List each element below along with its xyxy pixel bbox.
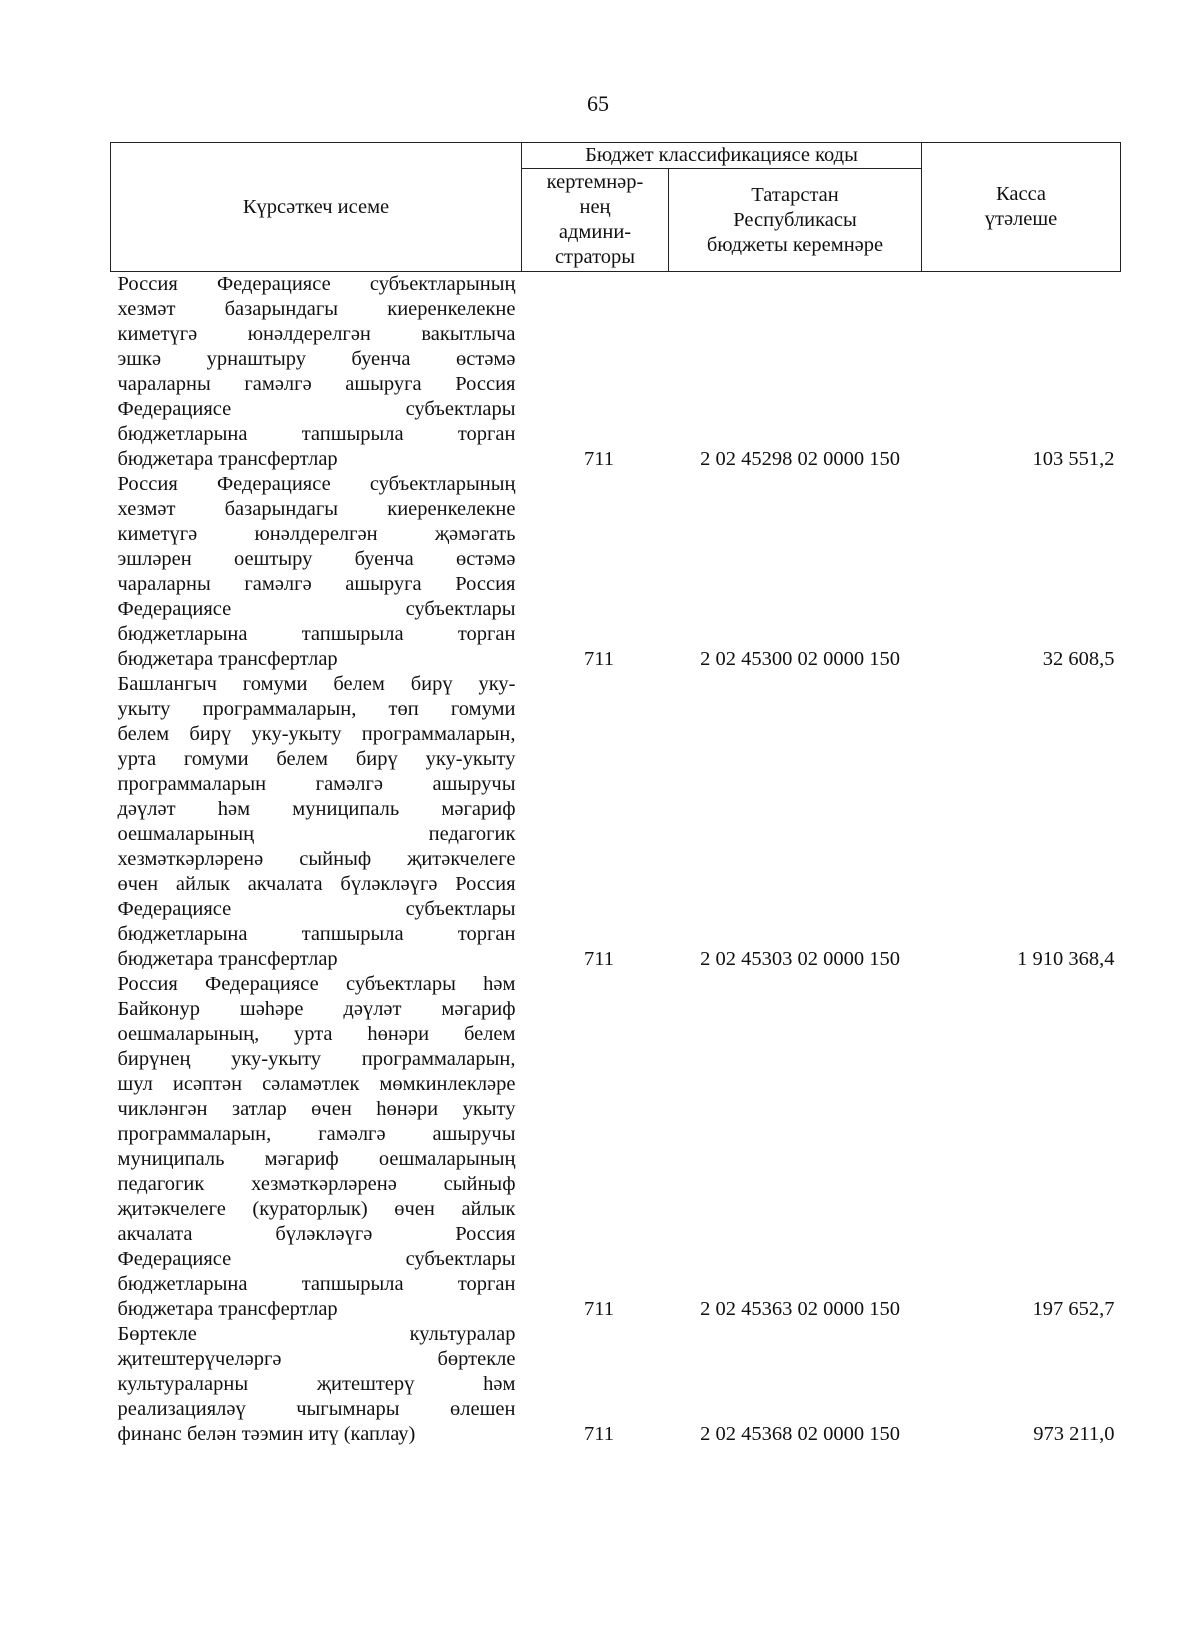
cash-execution-cell: 1 910 368,4 [1017,948,1115,970]
indicator-name-line: бюджетларына тапшырыла торган [117,923,516,945]
header-budget-code-group: Бюджет классификациясе коды [522,143,922,169]
indicator-name-line: Федерациясе субъектлары [117,1248,516,1270]
indicator-name-cell [111,472,522,672]
administrator-code-cell: 711 [584,648,614,670]
indicator-name-line: оешмаларының, урта һөнәри белем [117,1023,516,1045]
table-body [111,272,1121,1448]
indicator-name-cell [111,272,522,473]
indicator-name-line: культураларны җитештерү һәм [117,1373,516,1395]
indicator-name-line: киметүгә юнәлдерелгән җәмәгать [117,523,516,545]
administrator-code-cell: 711 [584,448,614,470]
cash-execution-cell: 197 652,7 [1032,1298,1115,1320]
indicator-name-line: бюджетара трансфертлар [117,448,338,470]
indicator-name-cell [111,672,522,972]
indicator-name-line: Башлангыч гомуми белем бирү уку- [117,673,516,695]
indicator-name-line: оешмаларының педагогик [117,823,516,845]
table-row [111,272,1121,473]
indicator-name-line: өчен айлык акчалата бүләкләүгә Россия [117,873,516,895]
indicator-name-line: җитәкчелеге (кураторлык) өчен айлык [117,1198,516,1220]
indicator-name-line: хезмәт базарындагы киеренкелекне [117,498,516,520]
indicator-name-line: киметүгә юнәлдерелгән вакытлыча [117,323,516,345]
indicator-name-cell [111,1322,522,1447]
indicator-name-line: Федерациясе субъектлары [117,398,516,420]
cash-execution-cell: 103 551,2 [1032,448,1115,470]
indicator-name-cell [111,972,522,1322]
indicator-name-line: реализацияләү чыгымнары өлешен [117,1398,516,1420]
table-row [111,472,1121,672]
indicator-name-line: урта гомуми белем бирү уку-укыту [117,748,516,770]
indicator-name-line: бюджетларына тапшырыла торган [117,623,516,645]
indicator-name-line: эшләрен оештыру буенча өстәмә [117,548,516,570]
indicator-name-line: укыту программаларын, төп гомуми [117,698,516,720]
indicator-name-line: дәүләт һәм муниципаль мәгариф [117,798,516,820]
revenue-code-cell: 2 02 45363 02 0000 150 [700,1298,900,1320]
indicator-name-line: финанс белән тәэмин итү (каплау) [117,1423,416,1445]
indicator-name-line: бюджетларына тапшырыла торган [117,423,516,445]
indicator-name-line: шул исәптән сәламәтлек мөмкинлекләре [117,1073,516,1095]
indicator-name-line: Россия Федерациясе субъектлары һәм [117,973,516,995]
revenue-code-cell: 2 02 45368 02 0000 150 [700,1423,900,1445]
table-row [111,672,1121,972]
revenue-code-cell: 2 02 45300 02 0000 150 [700,648,900,670]
table-row [111,1322,1121,1447]
revenue-code-cell: 2 02 45298 02 0000 150 [700,448,900,470]
budget-classification-table [110,142,1121,1447]
header-revenue-administrators: кертемнәр- нең админи- страторы [522,169,669,272]
indicator-name-line: бюджетара трансфертлар [117,948,338,970]
cash-execution-cell: 973 211,0 [1033,1423,1115,1445]
header-cash-execution: Касса үтәлеше [922,143,1121,272]
indicator-name-line: чараларны гамәлгә ашыруга Россия [117,373,516,395]
indicator-name-line: бюджетара трансфертлар [117,1298,338,1320]
indicator-name-line: программаларын гамәлгә ашыручы [117,773,516,795]
table-row [111,972,1121,1322]
administrator-code-cell: 711 [584,948,614,970]
indicator-name-line: программаларын, гамәлгә ашыручы [117,1123,516,1145]
administrator-code-cell: 711 [584,1298,614,1320]
revenue-code-cell: 2 02 45303 02 0000 150 [700,948,900,970]
indicator-name-line: Бөртекле культуралар [117,1323,516,1345]
indicator-name-line: чикләнгән затлар өчен һөнәри укыту [117,1098,516,1120]
indicator-name-line: Федерациясе субъектлары [117,598,516,620]
indicator-name-line: эшкә урнаштыру буенча өстәмә [117,348,516,370]
indicator-name-line: белем бирү уку-укыту программаларын, [117,723,516,745]
indicator-name-line: хезмәт базарындагы киеренкелекне [117,298,516,320]
indicator-name-line: акчалата бүләкләүгә Россия [117,1223,516,1245]
indicator-name-line: хезмәткәрләренә сыйныф җитәкчелеге [117,848,516,870]
indicator-name-line: бюджетларына тапшырыла торган [117,1273,516,1295]
header-tatarstan-budget-revenues: Татарстан Республикасы бюджеты керемнәре [669,169,922,272]
page-number: 65 [587,91,609,116]
indicator-name-line: Федерациясе субъектлары [117,898,516,920]
indicator-name-line: Байконур шәһәре дәүләт мәгариф [117,998,516,1020]
indicator-name-line: Россия Федерациясе субъектларының [117,273,516,295]
cash-execution-cell: 32 608,5 [1042,648,1115,670]
indicator-name-line: җитештерүчеләргә бөртекле [117,1348,516,1370]
indicator-name-line: бирүнең уку-укыту программаларын, [117,1048,516,1070]
indicator-name-line: муниципаль мәгариф оешмаларының [117,1148,516,1170]
indicator-name-line: чараларны гамәлгә ашыруга Россия [117,573,516,595]
indicator-name-line: педагогик хезмәткәрләренә сыйныф [117,1173,516,1195]
indicator-name-line: бюджетара трансфертлар [117,648,338,670]
header-indicator-name: Күрсәткеч исеме [111,143,522,272]
administrator-code-cell: 711 [584,1423,614,1445]
indicator-name-line: Россия Федерациясе субъектларының [117,473,516,495]
